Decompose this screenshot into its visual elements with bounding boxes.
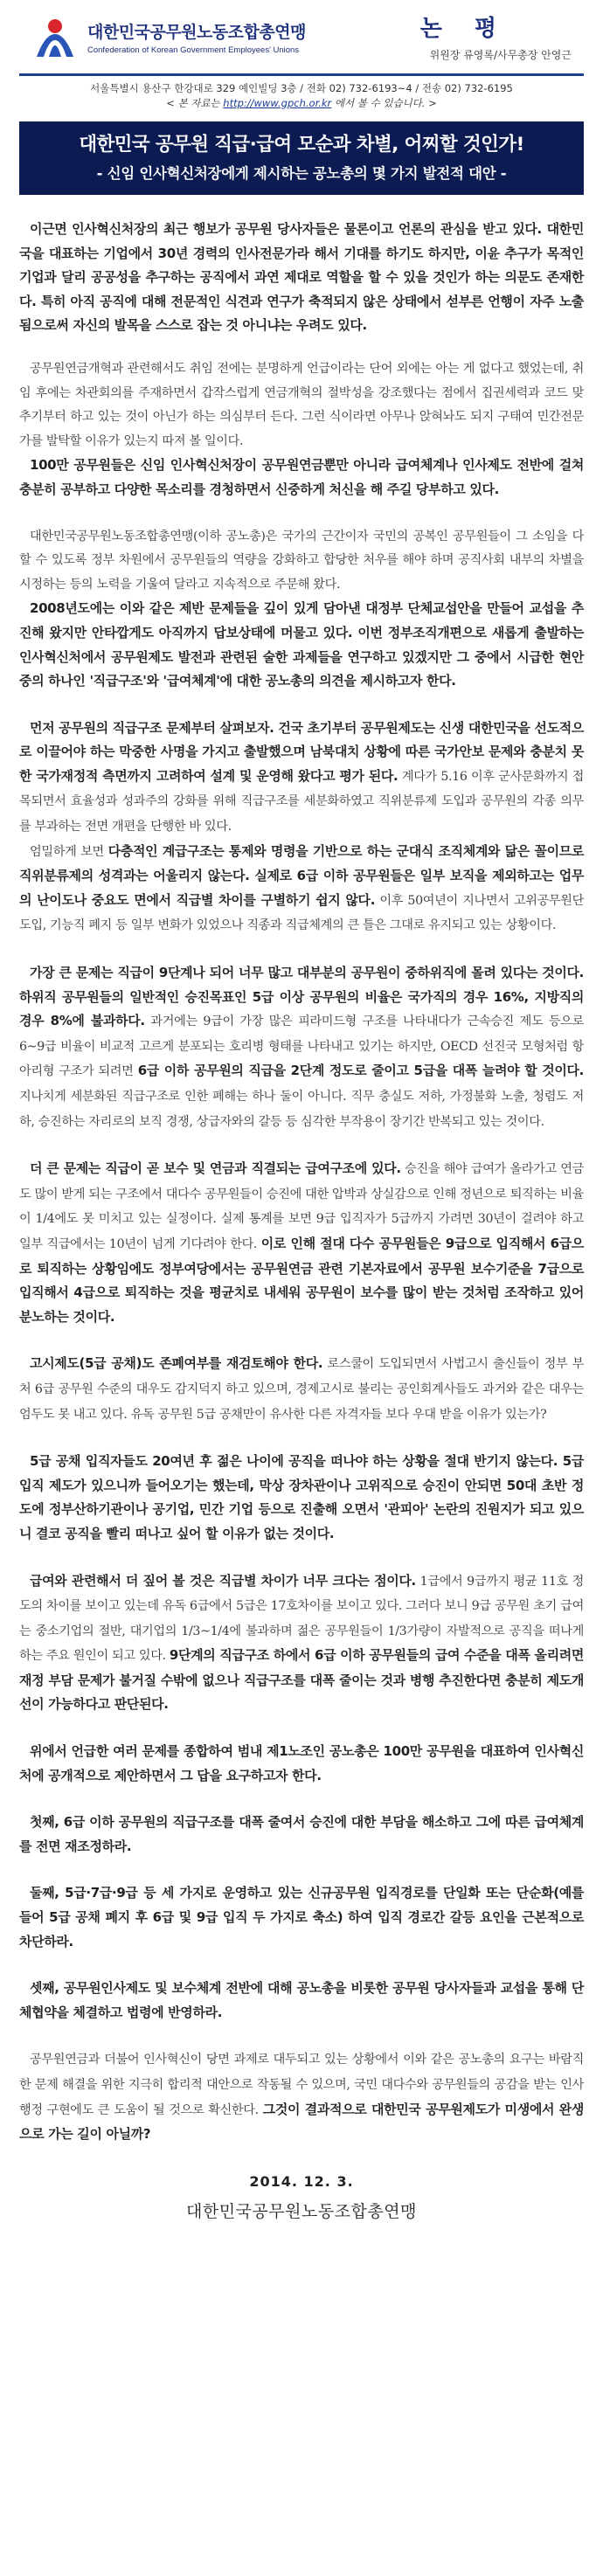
paragraph-8-normal-2: 지나치게 세분화된 직급구조로 인한 폐해는 하나 둘이 아니다. 직무 충실도 저하, 가정불화 노출, 청렴도 저하, 승진하는 자리로의 보직 경쟁, 상급자와의 갈등 등 심각한 부작용이 장기간 반복되고 있는 것이다. — [19, 1090, 584, 1129]
org-names — [87, 19, 306, 55]
paragraph-9-bold: 더 큰 문제는 직급이 곧 보수 및 연금과 직결되는 급여구조에 있다. — [30, 1160, 401, 1177]
byline: 위원장 류영록/사무총장 안영근 — [429, 49, 572, 61]
paragraph-8 — [19, 961, 584, 1134]
paragraph-7-lead: 엄밀하게 보면 — [30, 844, 108, 859]
paragraph-17-bold: 그것이 결과적으로 대한민국 공무원제도가 미생에서 완생으로 가는 길이 아닐까? — [19, 2101, 584, 2143]
demand-1: 첫째, 6급 이하 공무원의 직급구조를 대폭 줄여서 승진에 대한 부담을 해소하고 그에 따른 급여체계를 전면 재조정하라. — [19, 1814, 584, 1854]
paragraph-8-bold-2: 6급 이하 공무원의 직급을 2단계 정도로 줄이고 5급을 대폭 늘려야 할 것이다. — [137, 1063, 584, 1079]
paragraph-13: 위에서 언급한 여러 문제를 종합하여 범내 제1노조인 공노총은 100만 공무원을 대표하여 인사혁신처에 공개적으로 제안하면서 그 답을 요구하고자 한다. — [19, 1743, 584, 1783]
document-type: 논 평 — [419, 16, 509, 42]
paragraph-8-bold: 가장 큰 문제는 직급이 9단계나 되어 너무 많고 대부분의 공무원이 중하위직에 몰려 있다는 것이다. 하위직 공무원들의 일반적인 승진목표인 5급 이상 공무원의 비율은 국가직의 경우 16%, 지방직의 경우 8%에 불과하다. — [19, 965, 584, 1029]
paragraph-2: 공무원연금개혁과 관련해서도 취임 전에는 분명하게 언급이라는 단어 외에는 아는 게 없다고 했었는데, 취임 후에는 차관회의를 주재하면서 갑작스럽게 연금개혁의 절박성을 강조했다는 점에서 집권세력과 코드 맞추기부터 하고 있는 것이 아닌가 하는 의심부터 든다. 그런 식이라면 아무나 앉혀놔도 되지 구태여 민간전문가를 발탁할 이유가 있는지 따져 볼 일이다. — [19, 361, 584, 448]
contact-info — [19, 81, 584, 111]
masthead — [19, 0, 584, 76]
paragraph-7-normal: 이후 50여년이 지나면서 고위공무원단 도입, 기능직 폐지 등 일부 변화가 있었으나 직종과 직급체계의 큰 틀은 그대로 유지되고 있는 상황이다. — [19, 893, 584, 933]
paragraph-12 — [19, 1569, 584, 1718]
paragraph-8-normal: 과거에는 9급이 가장 많은 피라미드형 구조를 나타내다가 근속승진 제도 등으로 6~9급 비율이 비교적 고르게 분포되는 호리병 형태를 나타내고 있기는 하지만, OECD 선진국 모형처럼 항아리형 구조가 되려면 — [19, 1014, 584, 1079]
closing — [19, 2173, 584, 2222]
website-suffix: 에서 볼 수 있습니다. > — [331, 97, 437, 109]
paragraph-1: 이근면 인사혁신처장의 최근 행보가 공무원 당사자들은 물론이고 언론의 관심을 받고 있다. 대한민국을 대표하는 기업에서 30년 경력의 인사전문가라 해서 기대를 하기도 하지만, 이윤 추구가 목적인 기업과 달리 공공성을 추구하는 공직에서 과연 제대로 역할을 할 수 있을 것인가 하는 의문도 존재한다. 특히 아직 공직에 대해 전문적인 식견과 연구가 축적되지 않은 상태에서 섣부른 언행이 자주 노출됨으로써 자신의 발목을 스스로 잡는 것 아니냐는 우려도 있다. — [19, 221, 584, 334]
subheadline: - 신임 인사혁신처장에게 제시하는 공노총의 몇 가지 발전적 대안 - — [96, 165, 507, 182]
union-logo-icon — [31, 13, 79, 60]
paragraph-10 — [19, 1352, 584, 1427]
bottom-spacer — [19, 2222, 584, 2241]
paragraph-9-normal: 승진을 해야 급여가 올라가고 연금도 많이 받게 되는 구조에서 대다수 공무원들이 승진에 대한 압박과 상실감으로 인해 정년으로 퇴직하는 비율이 1/4에도 못 미치고 있는 실정이다. 실제 통계를 보면 9급 입직자가 5급까지 가려면 30년이 걸려야 하고 일부 직급에서는 10년이 넘게 기다려야 한다. — [19, 1162, 584, 1251]
paragraph-6-normal: 계다가 5.16 이후 군사문화까지 접목되면서 효율성과 성과주의 강화를 위해 직급구조를 세분화하였고 직위분류제 도입과 공무원의 각종 의무를 부과하는 전면 개편을 단행한 바 있다. — [19, 769, 584, 834]
paragraph-5: 2008년도에는 이와 같은 제반 문제들을 깊이 있게 담아낸 대정부 단체교섭안을 만들어 교섭을 추진해 왔지만 안타깝게도 아직까지 답보상태에 머물고 있다. 이번 정부조직개편으로 새롭게 출발하는 인사혁신처에서 공무원제도 발전과 관련된 술한 과제들을 연구하고 있겠지만 그 중에서 시급한 현안 중의 하나인 '직급구조'와 '급여체계'에 대한 공노총의 의견을 제시하고자 한다. — [19, 600, 584, 689]
paragraph-12-normal: 1급에서 9급까지 평균 11호 정도의 차이를 보이고 있는데 유독 6급에서 5급은 17호차이를 보이고 있다. 그러다 보니 9급 공무원 초기 급여는 중소기업의 절반, 대기업의 1/3~1/4에 불과하며 젊은 공무원들이 1/3가량이 자발적으로 공직을 떠나게 하는 주요 원인이 되고 있다. — [19, 1574, 584, 1664]
paragraph-12-bold-2: 9단계의 직급구조 하에서 6급 이하 공무원들의 급여 수준을 대폭 올리려면 재정 부담 문제가 불거질 수밖에 없으나 직급구조를 대폭 줄이는 것과 병행 추진한다면 충분히 제도개선이 가능하다고 판단된다. — [19, 1647, 584, 1713]
paragraph-11: 5급 공채 입직자들도 20여년 후 젊은 나이에 공직을 떠나야 하는 상황을 절대 반기지 않는다. 5급 입직 제도가 있으니까 들어오기는 했는데, 막상 장차관이나 고위직으로 승진이 안되면 50대 초반 정도에 정부산하기관이나 공기업, 민간 기업 등으로 진출해 오면서 '관피아' 논란의 진원지가 되고 있으니 결코 공직을 빨리 떠나고 싶어 할 이유가 없는 것이다. — [19, 1453, 584, 1541]
title-banner — [19, 121, 584, 195]
paragraph-10-normal: 로스쿨이 도입되면서 사법고시 출신들이 정부 부처 6급 공무원 수준의 대우도 감지덕지 하고 있으며, 경제고시로 불리는 공인회계사들도 과거와 같은 대우는 엄두도 못 내고 있다. 유독 공무원 5급 공채만이 유사한 다른 자격자들 보다 우대 받을 이유가 있는가? — [19, 1357, 584, 1422]
paragraph-12-bold: 급여와 관련해서 더 짚어 볼 것은 직급별 차이가 너무 크다는 점이다. — [30, 1572, 416, 1589]
website-line — [19, 96, 584, 111]
paragraph-9-bold-2: 이로 인해 절대 다수 공무원들은 9급으로 입직해서 6급으로 퇴직하는 상황임에도 정부여당에서는 공무원연금 관련 기본자료에서 공무원 보수기준을 7급으로 입직해서 4급으로 퇴직하는 것을 평균치로 내세워 공무원이 보수를 많이 받는 것처럼 조작하고 있어 분노하는 것이다. — [19, 1235, 584, 1325]
signer: 대한민국공무원노동조합총연맹 — [186, 2201, 417, 2221]
website-link[interactable]: http://www.gpch.or.kr — [223, 97, 332, 109]
paragraph-10-bold: 고시제도(5급 공채)도 존폐여부를 재검토해야 한다. — [30, 1355, 323, 1372]
paragraph-7-bold: 다층적인 계급구조는 통제와 명령을 기반으로 하는 군대식 조직체계와 닮은 꼴이므로 직위분류제의 성격과는 어울리지 않는다. 실제로 6급 이하 공무원들은 일부 보직을 제외하고는 업무의 난이도나 중요도 면에서 직급별 차이를 구별하기 쉽지 않다. — [19, 842, 584, 908]
paragraph-17 — [19, 2047, 584, 2146]
paragraph-17-normal: 공무원연금과 더불어 인사혁신이 당면 과제로 대두되고 있는 상황에서 이와 같은 공노총의 요구는 바람직한 문제 해결을 위한 지극히 합리적 대안으로 작동될 수 있으며, 국민 대다수와 공무원들의 공감을 받는 인사행정 구현에도 큰 도움이 될 것으로 확신한다. — [19, 2053, 584, 2117]
paragraph-4: 대한민국공무원노동조합총연맹(이하 공노총)은 국가의 근간이자 국민의 공복인 공무원들이 그 소임을 다할 수 있도록 정부 차원에서 공무원들의 역량을 강화하고 합당한 처우를 해야 하며 공직사회 내부의 차별을 시정하는 등의 노력을 기울여 달라고 지속적으로 주문해 왔다. — [19, 529, 584, 592]
paragraph-3: 100만 공무원들은 신임 인사혁신처장이 공무원연금뿐만 아니라 급여체계나 인사제도 전반에 걸쳐 충분히 공부하고 다양한 목소리를 경청하면서 신중하게 처신을 해 주길 당부하고 있다. — [19, 457, 584, 497]
website-prefix: < 본 자료는 — [166, 97, 224, 109]
org-name-korean: 대한민국공무원노동조합총연맹 — [87, 22, 306, 42]
paragraph-6 — [19, 717, 584, 840]
release-date: 2014. 12. 3. — [249, 2172, 354, 2190]
paragraph-9 — [19, 1157, 584, 1329]
org-name-english: Confederation of Korean Government Employees' Unions — [87, 45, 300, 55]
paragraph-6-bold: 먼저 공무원의 직급구조 문제부터 살펴보자. 건국 초기부터 공무원제도는 신생 대한민국을 선도적으로 이끌어야 하는 막중한 사명을 가지고 출발했으며 남북대치 상황에 따른 국가안보 문제와 충분치 못한 국가재정적 측면까지 고려하여 설계 및 운영해 왔다고 평가 된다. — [19, 719, 584, 784]
paragraph-7 — [19, 840, 584, 938]
address-line: 서울특별시 용산구 한강대로 329 예인빌딩 3층 / 전화 02) 732-6193~4 / 전송 02) 732-6195 — [90, 82, 513, 94]
demand-3: 셋째, 공무원인사제도 및 보수체계 전반에 대해 공노총을 비롯한 공무원 당사자들과 교섭을 통해 단체협약을 체결하고 법령에 반영하라. — [19, 1980, 584, 2020]
headline: 대한민국 공무원 직급·급여 모순과 차별, 어찌할 것인가! — [79, 134, 524, 156]
demand-2: 둘째, 5급·7급·9급 등 세 가지로 운영하고 있는 신규공무원 입직경로를 단일화 또는 단순화(예를 들어 5급 공채 폐지 후 6급 및 9급 입직 두 가지로 축소) 하여 입직 경로간 갈등 요인을 근본적으로 차단하라. — [19, 1885, 584, 1949]
